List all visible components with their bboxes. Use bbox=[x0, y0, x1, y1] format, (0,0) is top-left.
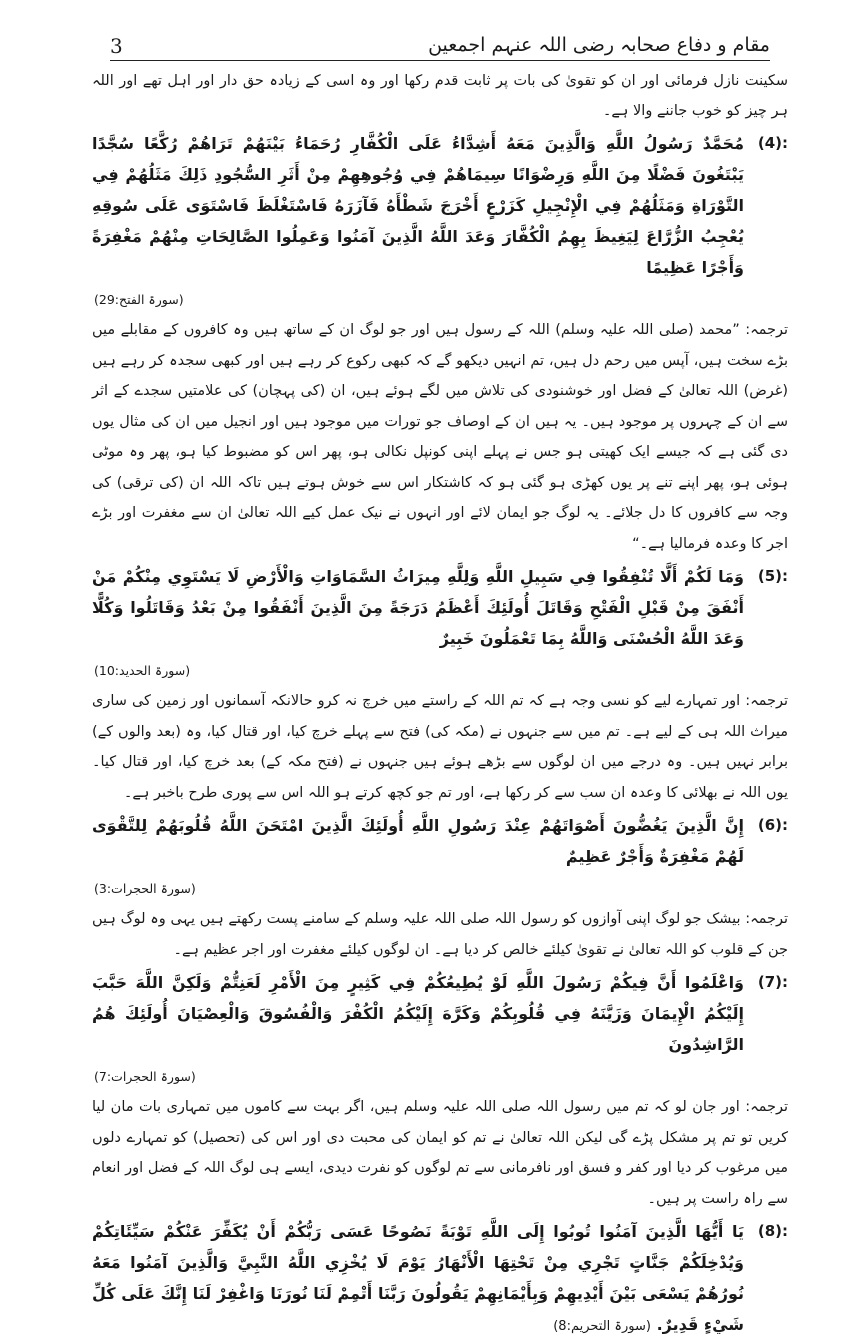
running-title: مقام و دفاع صحابہ رضی اللہ عنہم اجمعین bbox=[428, 34, 770, 56]
verse-number: (4): bbox=[757, 134, 788, 152]
page-header bbox=[110, 34, 770, 61]
verse-block-8 bbox=[92, 1216, 788, 1342]
page-body bbox=[92, 66, 788, 1334]
arabic-verse: وَاعْلَمُوا أَنَّ فِيكُمْ رَسُولَ اللَّهِ لَوْ يُطِيعُكُمْ فِي كَثِيرٍ مِنَ الْأَمْرِ لَعَنِتُّمْ وَلَكِنَّ اللَّهَ حَبَّبَ إِلَيْكُمُ الْإِيمَانَ وَزَيَّنَهُ فِي قُلُوبِكُمْ وَكَرَّهَ إِلَيْكُمُ الْكُفْرَ وَالْفُسُوقَ وَالْعِصْيَانَ أُولَئِكَ هُمُ الرَّاشِدُونَ bbox=[92, 973, 744, 1054]
surah-reference: (سورۃ الحدید:10) bbox=[94, 663, 191, 678]
verse-block-4 bbox=[92, 128, 788, 283]
surah-reference: (سورۃ التحریم:8) bbox=[553, 1319, 651, 1334]
arabic-verse bbox=[92, 1216, 744, 1342]
verse-block-6 bbox=[92, 810, 788, 872]
surah-reference: (سورۃ الحجرات:7) bbox=[94, 1069, 196, 1084]
arabic-verse-text: يَا أَيُّهَا الَّذِينَ آمَنُوا تُوبُوا إِلَى اللَّهِ تَوْبَةً نَصُوحًا عَسَى رَبُّكُمْ أَنْ يُكَفِّرَ عَنْكُمْ سَيِّئَاتِكُمْ وَيُدْخِلَكُمْ جَنَّاتٍ تَجْرِي مِنْ تَحْتِهَا الْأَنْهَارُ يَوْمَ لَا يُخْزِي اللَّهُ النَّبِيَّ وَالَّذِينَ آمَنُوا مَعَهُ نُورُهُمْ يَسْعَى بَيْنَ أَيْدِيهِمْ وَبِأَيْمَانِهِمْ يَقُولُونَ رَبَّنَا أَتْمِمْ لَنَا نُورَنَا وَاغْفِرْ لَنَا إِنَّكَ عَلَى كُلِّ شَيْءٍ قَدِيرٌ. bbox=[92, 1222, 744, 1334]
verse-number: (5): bbox=[757, 567, 788, 585]
arabic-verse: مُحَمَّدٌ رَسُولُ اللَّهِ وَالَّذِينَ مَعَهُ أَشِدَّاءُ عَلَى الْكُفَّارِ رُحَمَاءُ بَيْنَهُمْ تَرَاهُمْ رُكَّعًا سُجَّدًا يَبْتَغُونَ فَضْلًا مِنَ اللَّهِ وَرِضْوَانًا سِيمَاهُمْ فِي وُجُوهِهِمْ مِنْ أَثَرِ السُّجُودِ ذَلِكَ مَثَلُهُمْ فِي التَّوْرَاةِ وَمَثَلُهُمْ فِي الْإِنْجِيلِ كَزَرْعٍ أَخْرَجَ شَطْأَهُ فَآزَرَهُ فَاسْتَغْلَظَ فَاسْتَوَى عَلَى سُوقِهِ يُعْجِبُ الزُّرَّاعَ لِيَغِيظَ بِهِمُ الْكُفَّارَ وَعَدَ اللَّهُ الَّذِينَ آمَنُوا وَعَمِلُوا الصَّالِحَاتِ مِنْهُمْ مَغْفِرَةً وَأَجْرًا عَظِيمًا bbox=[92, 134, 744, 277]
verse-block-7 bbox=[92, 967, 788, 1060]
translation-text: ترجمہ: بیشک جو لوگ اپنی آوازوں کو رسول اللہ صلی اللہ علیہ وسلم کے سامنے پست رکھتے ہیں یہی وہ لوگ ہیں جن کے قلوب کو اللہ تعالیٰ نے تقویٰ کیلئے خالص کر دیا ہے۔ ان لوگوں کیلئے مغفرت اور اجر عظیم ہے۔ bbox=[92, 911, 788, 958]
verse-number: (8): bbox=[757, 1222, 788, 1240]
translation-text: ترجمہ: ”محمد (صلی اللہ علیہ وسلم) اللہ کے رسول ہیں اور جو لوگ ان کے ساتھ ہیں وہ کافروں کے مقابلے میں بڑے سخت ہیں، آپس میں رحم دل ہیں، تم انہیں دیکھو گے کہ کبھی رکوع کر رہے ہیں اور کبھی سجدہ کر رہے ہیں (غرض) اللہ تعالیٰ کے فضل اور خوشنودی کی تلاش میں لگے ہوئے ہیں، ان (کی پہچان) کی علامتیں سجدے کے اثر سے ان کے چہروں پر موجود ہیں۔ یہ ہیں ان کے اوصاف جو تورات میں موجود ہیں اور انجیل میں ان کی مثال یوں دی گئی ہے کہ جیسے ایک کھیتی ہو جس نے پہلے اپنی کونپل نکالی ہو، پھر اس کو مضبوط کیا ہو، پھر وہ موٹی ہوئی ہو، پھر اپنے تنے پر یوں کھڑی ہو گئی ہو کہ کاشتکار اس سے خوش ہوتے ہیں تاکہ اللہ ان (کی ترقی) کی وجہ سے کافروں کا دل جلائے۔ یہ لوگ جو ایمان لائے اور انہوں نے نیک عمل کیے اللہ تعالیٰ ان سے مغفرت اور بڑے اجر کا وعدہ فرمالیا ہے۔“ bbox=[92, 322, 788, 552]
verse-block-5 bbox=[92, 561, 788, 654]
verse-number: (7): bbox=[757, 973, 788, 991]
translation-text: ترجمہ: اور جان لو کہ تم میں رسول اللہ صلی اللہ علیہ وسلم ہیں، اگر بہت سے کاموں میں تمہاری بات مان لیا کریں تو تم پر مشکل پڑے گی لیکن اللہ تعالیٰ نے تم کو ایمان کی محبت دی اور اس کی (تحصیل) کو تمہارے دلوں میں مرغوب کر دیا اور کفر و فسق اور نافرمانی سے تم لوگوں کو نفرت دیدی، ایسے ہی لوگ اللہ کے فضل اور انعام سے راہ راست پر ہیں۔ bbox=[92, 1099, 788, 1207]
intro-text: سکینت نازل فرمائی اور ان کو تقویٰ کی بات پر ثابت قدم رکھا اور وہ اسی کے زیادہ حق دار اور اہل تھے اور اللہ ہر چیز کو خوب جاننے والا ہے۔ bbox=[92, 73, 788, 119]
surah-reference: (سورۃ الحجرات:3) bbox=[94, 881, 196, 896]
arabic-verse: إِنَّ الَّذِينَ يَغُضُّونَ أَصْوَاتَهُمْ عِنْدَ رَسُولِ اللَّهِ أُولَئِكَ الَّذِينَ امْتَحَنَ اللَّهُ قُلُوبَهُمْ لِلتَّقْوَى لَهُمْ مَغْفِرَةٌ وَأَجْرٌ عَظِيمٌ bbox=[92, 816, 744, 866]
page-number: 3 bbox=[110, 34, 123, 58]
translation-text: ترجمہ: اور تمہارے لیے کو نسی وجہ ہے کہ تم اللہ کے راستے میں خرچ نہ کرو حالانکہ آسمانوں اور زمین کی ساری میراث اللہ ہی کے لیے ہے۔ تم میں سے جنہوں نے (مکہ کی) فتح سے پہلے خرچ کیا، اور قتال کیا، وہ (بعد والوں کے) برابر نہیں ہیں۔ وہ درجے میں ان لوگوں سے بڑھے ہوئے ہیں جنہوں نے (فتح مکہ کے) بعد خرچ کیا، اور قتال کیا۔ یوں اللہ نے بھلائی کا وعدہ ان سب سے کر رکھا ہے، اور تم جو کچھ کرتے ہو اللہ اس سے پوری طرح باخبر ہے۔ bbox=[92, 693, 788, 801]
arabic-verse: وَمَا لَكُمْ أَلَّا تُنْفِقُوا فِي سَبِيلِ اللَّهِ وَلِلَّهِ مِيرَاثُ السَّمَاوَاتِ وَالْأَرْضِ لَا يَسْتَوِي مِنْكُمْ مَنْ أَنْفَقَ مِنْ قَبْلِ الْفَتْحِ وَقَاتَلَ أُولَئِكَ أَعْظَمُ دَرَجَةً مِنَ الَّذِينَ أَنْفَقُوا مِنْ بَعْدُ وَقَاتَلُوا وَكُلًّا وَعَدَ اللَّهُ الْحُسْنَى وَاللَّهُ بِمَا تَعْمَلُونَ خَبِيرٌ bbox=[92, 567, 744, 648]
verse-number: (6): bbox=[757, 816, 788, 834]
surah-reference: (سورۃ الفتح:29) bbox=[94, 292, 184, 307]
